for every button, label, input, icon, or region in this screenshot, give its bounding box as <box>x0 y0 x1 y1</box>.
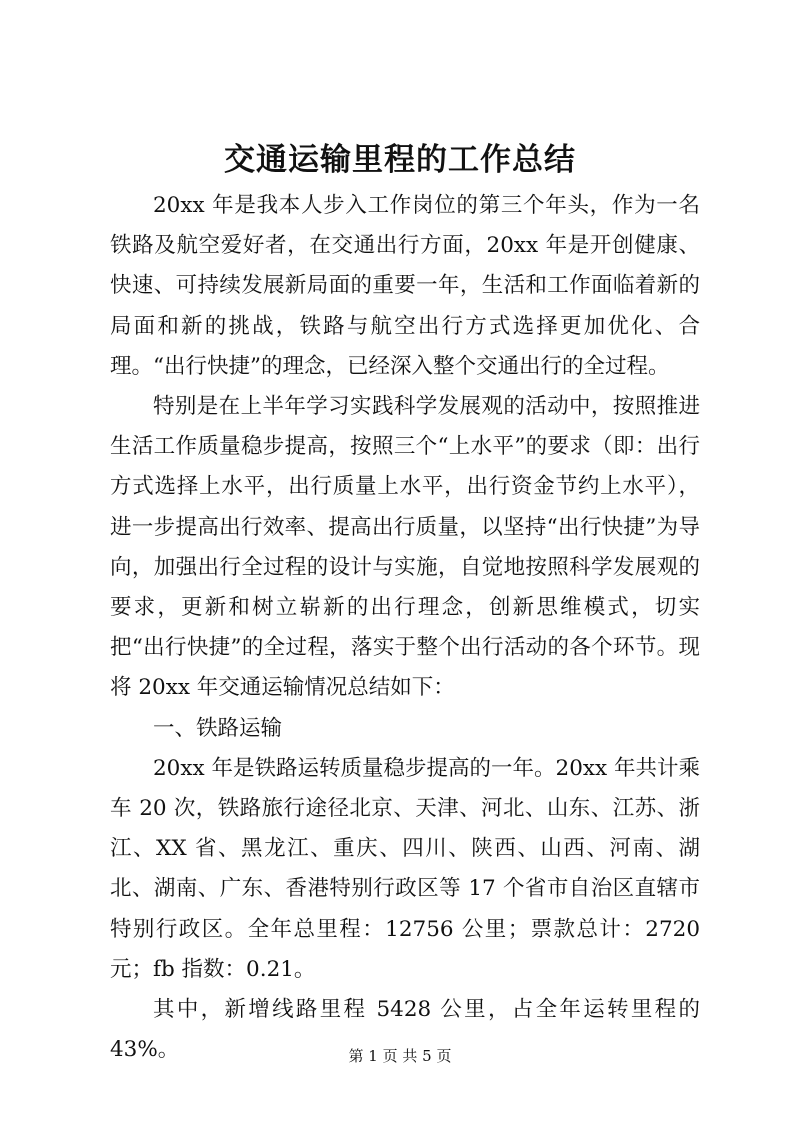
document-title: 交通运输里程的工作总结 <box>224 142 576 178</box>
paragraph-scientific-development: 特别是在上半年学习实践科学发展观的活动中，按照推进生活工作质量稳步提高，按照三个“上水平”的要求（即：出行方式选择上水平，出行质量上水平，出行资金节约上水平），进一步提高出行效率、提高出行质量，以坚持“出行快捷”为导向，加强出行全过程的设计与实施，自觉地按照科学发展观的要求，更新和树立崭新的出行理念，创新思维模式，切实把“出行快捷”的全过程，落实于整个出行活动的各个环节。现将 20xx 年交通运输情况总结如下： <box>110 394 700 701</box>
paragraph-new-lines: 其中，新增线路里程 5428 公里，占全年运转里程的 43%。 <box>110 997 700 1063</box>
paragraph-intro: 20xx 年是我本人步入工作岗位的第三个年头，作为一名铁路及航空爱好者，在交通出行方面，20xx 年是开创健康、快速、可持续发展新局面的重要一年，生活和工作面临着新的局面和新的挑战，铁路与航空出行方式选择更加优化、合理。“出行快捷”的理念，已经深入整个交通出行的全过程。 <box>110 193 700 379</box>
paragraph-railway-summary: 20xx 年是铁路运转质量稳步提高的一年。20xx 年共计乘车 20 次，铁路旅行途径北京、天津、河北、山东、江苏、浙江、XX 省、黑龙江、重庆、四川、陕西、山西、河南、湖北、湖南、广东、香港特别行政区等 17 个省市自治区直辖市特别行政区。全年总里程：12756 公里；票款总计：2720 元；fb 指数：0.21。 <box>110 755 700 982</box>
section-heading-railway: 一、铁路运输 <box>153 715 283 741</box>
page-footer: 第 1 页 共 5 页 <box>348 1047 452 1065</box>
document-body <box>110 186 700 1070</box>
